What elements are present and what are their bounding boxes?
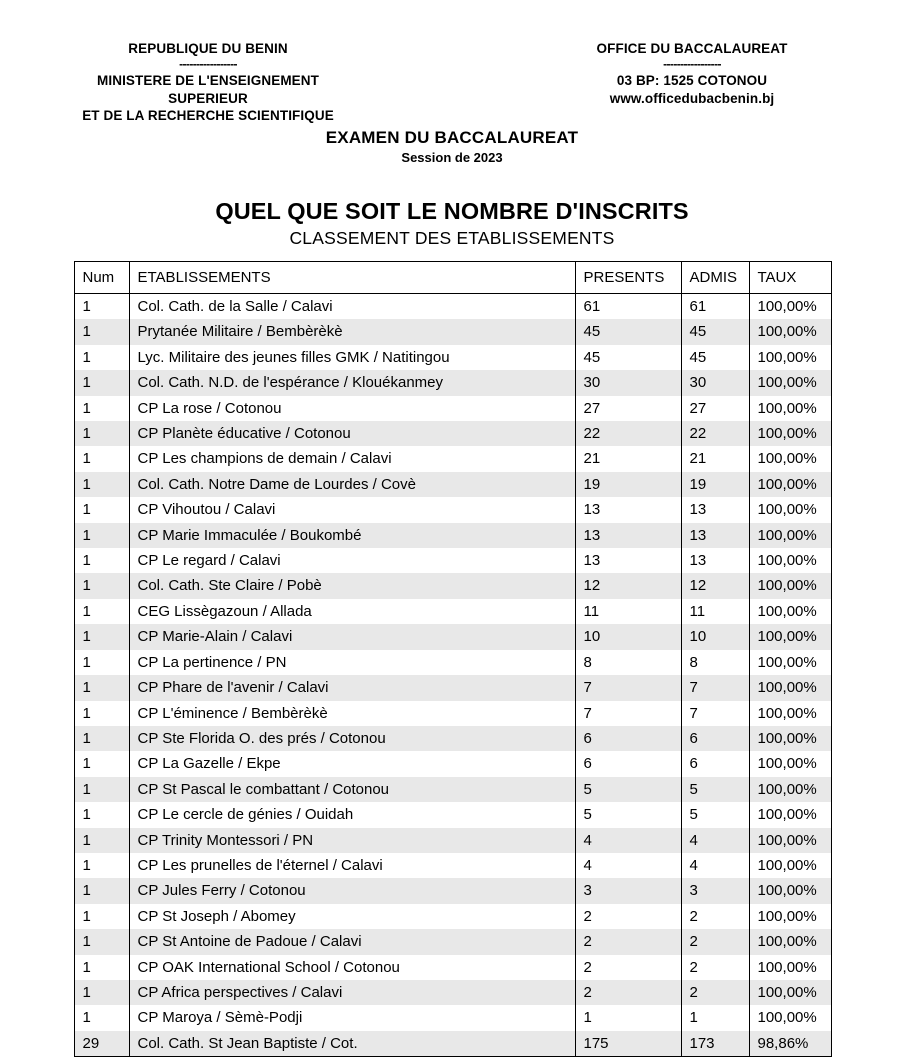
exam-title: EXAMEN DU BACCALAUREAT — [325, 128, 579, 147]
row-presents: 61 — [575, 294, 681, 320]
column-header-taux: TAUX — [749, 262, 831, 294]
row-num: 1 — [74, 701, 129, 726]
row-taux: 100,00% — [749, 421, 831, 446]
row-presents: 13 — [575, 497, 681, 522]
row-admis: 27 — [681, 396, 749, 421]
row-taux: 100,00% — [749, 294, 831, 320]
row-admis: 6 — [681, 726, 749, 751]
row-etablissement: CP St Joseph / Abomey — [129, 904, 575, 929]
row-presents: 175 — [575, 1031, 681, 1057]
table-row — [74, 878, 831, 903]
row-admis: 7 — [681, 701, 749, 726]
row-etablissement: CP Phare de l'avenir / Calavi — [129, 675, 575, 700]
row-etablissement: Lyc. Militaire des jeunes filles GMK / Natitingou — [129, 345, 575, 370]
row-etablissement: Prytanée Militaire / Bembèrèkè — [129, 319, 575, 344]
row-num: 1 — [74, 675, 129, 700]
row-admis: 4 — [681, 828, 749, 853]
row-admis: 2 — [681, 904, 749, 929]
row-taux: 100,00% — [749, 472, 831, 497]
row-num: 1 — [74, 777, 129, 802]
ranking-table-container — [74, 261, 831, 1057]
table-row — [74, 828, 831, 853]
row-num: 1 — [74, 1005, 129, 1030]
row-taux: 100,00% — [749, 396, 831, 421]
row-taux: 100,00% — [749, 319, 831, 344]
row-admis: 8 — [681, 650, 749, 675]
row-taux: 100,00% — [749, 802, 831, 827]
row-admis: 22 — [681, 421, 749, 446]
row-presents: 45 — [575, 345, 681, 370]
row-presents: 12 — [575, 573, 681, 598]
office-postal-address: 03 BP: 1525 COTONOU — [616, 73, 768, 89]
row-taux: 100,00% — [749, 573, 831, 598]
table-row — [74, 345, 831, 370]
row-num: 1 — [74, 370, 129, 395]
row-etablissement: CP Les prunelles de l'éternel / Calavi — [129, 853, 575, 878]
row-admis: 19 — [681, 472, 749, 497]
row-num: 1 — [74, 396, 129, 421]
row-presents: 3 — [575, 878, 681, 903]
table-row — [74, 955, 831, 980]
table-row — [74, 751, 831, 776]
row-presents: 5 — [575, 802, 681, 827]
page-subtitle: CLASSEMENT DES ETABLISSEMENTS — [289, 228, 615, 248]
table-row — [74, 980, 831, 1005]
row-admis: 45 — [681, 345, 749, 370]
row-admis: 5 — [681, 802, 749, 827]
table-row — [74, 777, 831, 802]
table-row — [74, 599, 831, 624]
row-admis: 12 — [681, 573, 749, 598]
row-admis: 2 — [681, 929, 749, 954]
row-num: 1 — [74, 548, 129, 573]
row-admis: 7 — [681, 675, 749, 700]
row-taux: 100,00% — [749, 523, 831, 548]
row-num: 1 — [74, 345, 129, 370]
row-admis: 21 — [681, 446, 749, 471]
table-row — [74, 624, 831, 649]
table-row — [74, 319, 831, 344]
row-taux: 100,00% — [749, 446, 831, 471]
document-header — [0, 0, 904, 123]
table-row — [74, 802, 831, 827]
table-row — [74, 904, 831, 929]
row-presents: 2 — [575, 980, 681, 1005]
row-presents: 45 — [575, 319, 681, 344]
row-presents: 11 — [575, 599, 681, 624]
row-admis: 2 — [681, 980, 749, 1005]
column-header-admis: ADMIS — [681, 262, 749, 294]
row-etablissement: CP Le regard / Calavi — [129, 548, 575, 573]
row-taux: 100,00% — [749, 345, 831, 370]
row-num: 1 — [74, 650, 129, 675]
column-header-num: Num — [74, 262, 129, 294]
row-admis: 13 — [681, 523, 749, 548]
row-presents: 7 — [575, 675, 681, 700]
row-num: 1 — [74, 904, 129, 929]
row-presents: 4 — [575, 828, 681, 853]
table-row — [74, 396, 831, 421]
row-etablissement: CP OAK International School / Cotonou — [129, 955, 575, 980]
row-etablissement: CP Marie Immaculée / Boukombé — [129, 523, 575, 548]
table-row — [74, 446, 831, 471]
row-num: 1 — [74, 421, 129, 446]
row-num: 1 — [74, 955, 129, 980]
row-presents: 21 — [575, 446, 681, 471]
row-num: 1 — [74, 573, 129, 598]
row-presents: 13 — [575, 523, 681, 548]
row-presents: 5 — [575, 777, 681, 802]
row-num: 1 — [74, 802, 129, 827]
ministry-line-2: SUPERIEUR — [168, 90, 248, 106]
row-etablissement: CP Maroya / Sèmè-Podji — [129, 1005, 575, 1030]
row-admis: 3 — [681, 878, 749, 903]
row-etablissement: Col. Cath. Ste Claire / Pobè — [129, 573, 575, 598]
header-separator-right: ----------------- — [663, 57, 721, 72]
row-admis: 11 — [681, 599, 749, 624]
ranking-table — [74, 261, 832, 1057]
row-taux: 100,00% — [749, 777, 831, 802]
row-admis: 2 — [681, 955, 749, 980]
row-presents: 7 — [575, 701, 681, 726]
row-taux: 100,00% — [749, 497, 831, 522]
row-num: 1 — [74, 929, 129, 954]
row-etablissement: CP Le cercle de génies / Ouidah — [129, 802, 575, 827]
row-taux: 100,00% — [749, 650, 831, 675]
row-etablissement: Col. Cath. Notre Dame de Lourdes / Covè — [129, 472, 575, 497]
row-etablissement: CP Ste Florida O. des prés / Cotonou — [129, 726, 575, 751]
row-etablissement: CP Trinity Montessori / PN — [129, 828, 575, 853]
row-presents: 2 — [575, 904, 681, 929]
row-admis: 173 — [681, 1031, 749, 1057]
row-admis: 4 — [681, 853, 749, 878]
row-taux: 100,00% — [749, 1005, 831, 1030]
row-admis: 1 — [681, 1005, 749, 1030]
row-etablissement: CP Planète éducative / Cotonou — [129, 421, 575, 446]
row-presents: 6 — [575, 726, 681, 751]
row-presents: 13 — [575, 548, 681, 573]
table-row — [74, 548, 831, 573]
row-num: 1 — [74, 878, 129, 903]
row-etablissement: CP Marie-Alain / Calavi — [129, 624, 575, 649]
row-etablissement: CP Vihoutou / Calavi — [129, 497, 575, 522]
row-num: 1 — [74, 828, 129, 853]
row-num: 1 — [74, 319, 129, 344]
row-etablissement: CP La pertinence / PN — [129, 650, 575, 675]
row-presents: 10 — [575, 624, 681, 649]
row-etablissement: Col. Cath. de la Salle / Calavi — [129, 294, 575, 320]
row-num: 1 — [74, 294, 129, 320]
table-row — [74, 675, 831, 700]
row-num: 1 — [74, 624, 129, 649]
row-presents: 19 — [575, 472, 681, 497]
table-row — [74, 497, 831, 522]
row-presents: 22 — [575, 421, 681, 446]
exam-session: Session de 2023 — [401, 150, 503, 165]
row-admis: 45 — [681, 319, 749, 344]
row-num: 1 — [74, 497, 129, 522]
row-etablissement: CP Africa perspectives / Calavi — [129, 980, 575, 1005]
row-num: 1 — [74, 980, 129, 1005]
ministry-line-3: ET DE LA RECHERCHE SCIENTIFIQUE — [82, 107, 334, 123]
row-num: 1 — [74, 726, 129, 751]
republic-line: REPUBLIQUE DU BENIN — [128, 41, 288, 56]
ranking-table-body — [74, 294, 831, 1057]
office-website: www.officedubacbenin.bj — [609, 90, 775, 106]
row-taux: 100,00% — [749, 624, 831, 649]
table-row — [74, 650, 831, 675]
ministry-line-1: MINISTERE DE L'ENSEIGNEMENT — [97, 73, 319, 89]
table-row — [74, 472, 831, 497]
office-header-block — [542, 40, 842, 107]
row-presents: 1 — [575, 1005, 681, 1030]
table-row — [74, 421, 831, 446]
table-row — [74, 370, 831, 395]
row-taux: 100,00% — [749, 878, 831, 903]
row-taux: 98,86% — [749, 1031, 831, 1057]
row-admis: 13 — [681, 548, 749, 573]
row-taux: 100,00% — [749, 904, 831, 929]
table-row — [74, 929, 831, 954]
row-presents: 6 — [575, 751, 681, 776]
row-taux: 100,00% — [749, 955, 831, 980]
row-taux: 100,00% — [749, 828, 831, 853]
row-admis: 5 — [681, 777, 749, 802]
row-admis: 61 — [681, 294, 749, 320]
row-taux: 100,00% — [749, 853, 831, 878]
row-num: 1 — [74, 446, 129, 471]
row-admis: 6 — [681, 751, 749, 776]
column-header-etablissements: ETABLISSEMENTS — [129, 262, 575, 294]
row-etablissement: Col. Cath. St Jean Baptiste / Cot. — [129, 1031, 575, 1057]
row-presents: 2 — [575, 955, 681, 980]
row-admis: 13 — [681, 497, 749, 522]
column-header-presents: PRESENTS — [575, 262, 681, 294]
row-taux: 100,00% — [749, 370, 831, 395]
row-presents: 4 — [575, 853, 681, 878]
row-num: 1 — [74, 523, 129, 548]
table-row — [74, 573, 831, 598]
row-num: 1 — [74, 853, 129, 878]
row-taux: 100,00% — [749, 726, 831, 751]
row-num: 1 — [74, 472, 129, 497]
table-row — [74, 1005, 831, 1030]
table-header-row — [74, 262, 831, 294]
row-taux: 100,00% — [749, 548, 831, 573]
row-etablissement: Col. Cath. N.D. de l'espérance / Klouékanmey — [129, 370, 575, 395]
table-row — [74, 726, 831, 751]
row-admis: 10 — [681, 624, 749, 649]
row-etablissement: CP L'éminence / Bembèrèkè — [129, 701, 575, 726]
row-presents: 27 — [575, 396, 681, 421]
row-taux: 100,00% — [749, 701, 831, 726]
table-row — [74, 294, 831, 320]
row-presents: 30 — [575, 370, 681, 395]
table-row — [74, 701, 831, 726]
row-num: 1 — [74, 599, 129, 624]
ministry-header-block — [38, 40, 378, 124]
header-separator-left: ----------------- — [179, 57, 237, 72]
table-row — [74, 1031, 831, 1057]
page-title: QUEL QUE SOIT LE NOMBRE D'INSCRITS — [215, 198, 689, 224]
row-num: 1 — [74, 751, 129, 776]
row-presents: 8 — [575, 650, 681, 675]
row-etablissement: CP St Antoine de Padoue / Calavi — [129, 929, 575, 954]
table-row — [74, 853, 831, 878]
row-taux: 100,00% — [749, 675, 831, 700]
row-taux: 100,00% — [749, 751, 831, 776]
row-etablissement: CP La rose / Cotonou — [129, 396, 575, 421]
row-etablissement: CP Les champions de demain / Calavi — [129, 446, 575, 471]
row-etablissement: CP Jules Ferry / Cotonou — [129, 878, 575, 903]
office-line: OFFICE DU BACCALAUREAT — [596, 41, 788, 56]
table-row — [74, 523, 831, 548]
row-taux: 100,00% — [749, 980, 831, 1005]
row-num: 29 — [74, 1031, 129, 1057]
row-taux: 100,00% — [749, 599, 831, 624]
row-etablissement: CEG Lissègazoun / Allada — [129, 599, 575, 624]
row-etablissement: CP St Pascal le combattant / Cotonou — [129, 777, 575, 802]
row-etablissement: CP La Gazelle / Ekpe — [129, 751, 575, 776]
row-taux: 100,00% — [749, 929, 831, 954]
row-presents: 2 — [575, 929, 681, 954]
row-admis: 30 — [681, 370, 749, 395]
